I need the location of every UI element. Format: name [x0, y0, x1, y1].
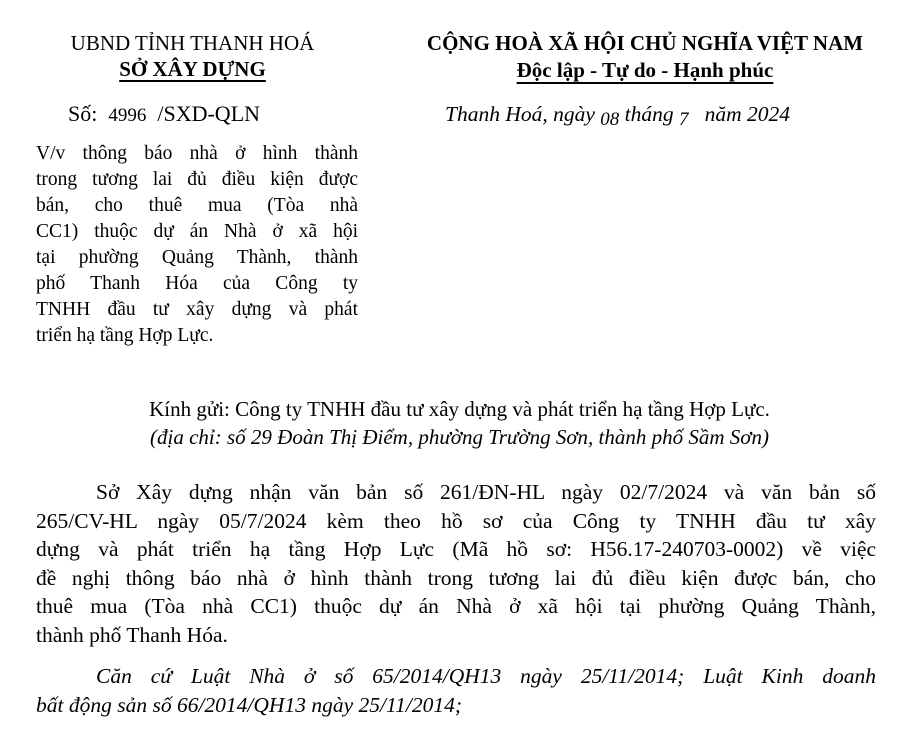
subject-line: phố Thanh Hóa của Công ty [36, 273, 358, 294]
subject-line: V/v thông báo nhà ở hình thành [36, 143, 358, 164]
motto-text: Độc lập - Tự do - Hạnh phúc [516, 58, 774, 82]
subject-line: CC1) thuộc dự án Nhà ở xã hội [36, 221, 358, 242]
place: Thanh Hoá, ngày [445, 102, 595, 126]
body-line: Sở Xây dựng nhận văn bản số 261/ĐN-HL ngày 02/7/2024 và văn bản số [96, 480, 876, 504]
date-month: 7 [679, 109, 689, 130]
subject-line: tại phường Quảng Thành, thành [36, 247, 358, 268]
date-day: 08 [600, 109, 620, 130]
place-and-date [445, 101, 790, 133]
subject-line: bán, cho thuê mua (Tòa nhà [36, 195, 358, 216]
recipient-line: Kính gửi: Công ty TNHH đầu tư xây dựng và phát triển hạ tầng Hợp Lực. [149, 397, 770, 421]
national-motto [385, 56, 905, 84]
date-year: năm 2024 [704, 102, 791, 126]
legal-basis-line: bất động sản số 66/2014/QH13 ngày 25/11/2014; [36, 692, 463, 717]
doc-number-value: 4996 [108, 105, 147, 126]
legal-basis-line: Căn cứ Luật Nhà ở số 65/2014/QH13 ngày 25/11/2014; Luật Kinh doanh [96, 664, 876, 688]
subject-line: TNHH đầu tư xây dựng và phát [36, 299, 358, 320]
national-title: CỘNG HOÀ XÃ HỘI CHỦ NGHĨA VIỆT NAM [426, 31, 864, 55]
body-line: đề nghị thông báo nhà ở hình thành trong tương lai đủ điều kiện được bán, cho [36, 565, 876, 590]
body-line: 265/CV-HL ngày 05/7/2024 kèm theo hồ sơ của Công ty TNHH đầu tư xây [36, 508, 876, 533]
document-number [68, 101, 260, 129]
issuing-agency: UBND TỈNH THANH HOÁ [70, 31, 315, 55]
body-line: dựng và phát triển hạ tầng Hợp Lực (Mã hồ sơ: H56.17-240703-0002) về việc [36, 537, 876, 562]
subject-line: trong tương lai đủ điều kiện được [36, 169, 358, 190]
month-label: tháng [624, 102, 674, 126]
subject-line: triển hạ tầng Hợp Lực. [36, 325, 214, 346]
issuing-department: SỞ XÂY DỰNG [119, 57, 266, 81]
legal-basis-paragraph [36, 662, 876, 719]
body-line: thành phố Thanh Hóa. [36, 622, 228, 647]
subject-block [36, 141, 358, 349]
doc-number-prefix: Số: [68, 101, 98, 126]
body-paragraph [36, 478, 876, 650]
recipient-address: (địa chỉ: số 29 Đoàn Thị Điểm, phường Trường Sơn, thành phố Sầm Sơn) [150, 425, 769, 449]
doc-number-suffix: /SXD-QLN [157, 101, 261, 126]
body-line: thuê mua (Tòa nhà CC1) thuộc dự án Nhà ở xã hội tại phường Quảng Thành, [36, 594, 876, 619]
